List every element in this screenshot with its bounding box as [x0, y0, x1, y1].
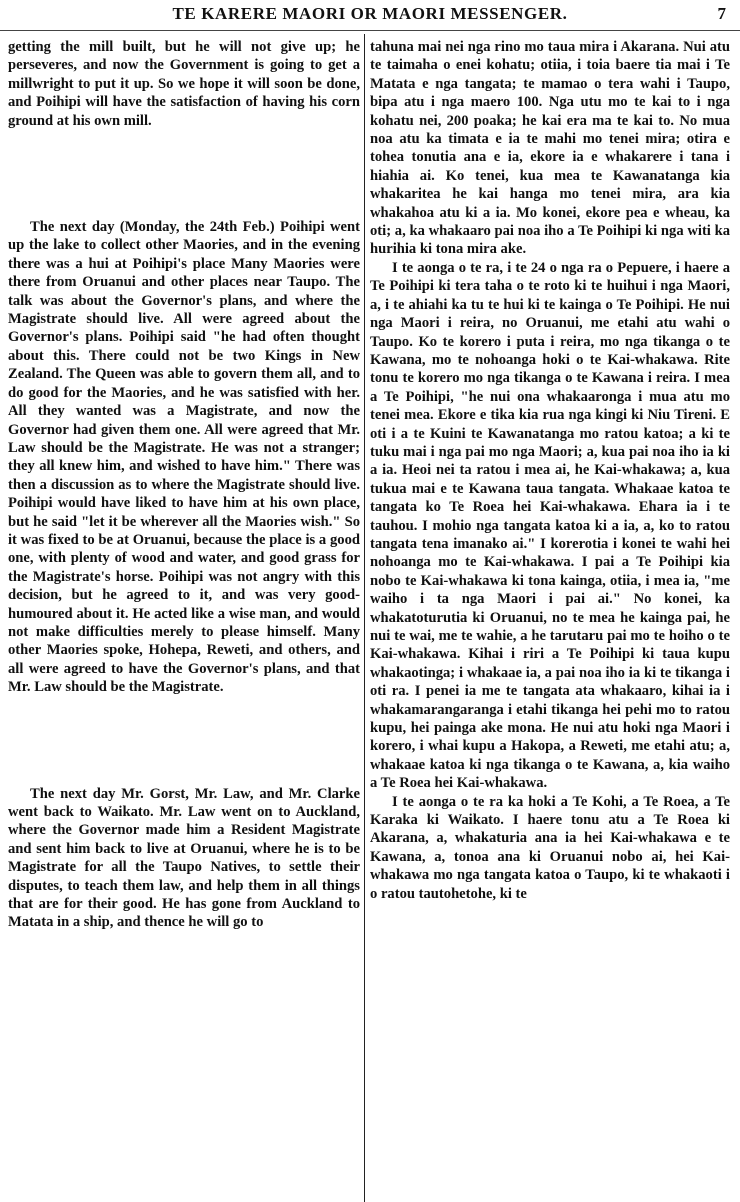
maori-column	[370, 38, 730, 1202]
maori-paragraph-mira: tahuna mai nei nga rino mo taua mira i Akarana. Nui atu te taimaha o enei kohatu; otiia, i toia baere tia mai i Te Matata e nga tangata; te mamao o tera wahi i Taupo, bipa atu i nga maero 100. Nga utu mo te kai to i nga kohatu nei, 200 poaka; he kai era ma te kai to. No mua noa atu ka timata e ia te mahi mo tenei mira; otira e tohea tonutia ana e ia, ekore ia e whakarere i tana i hiahia ai. Ko tenei, kua mea te Kawanatanga kia whakaritea he kai hanga mo tenei mira, ara kia whakahoa atu ki a ia. Mo konei, ekore pea e wheau, ka oti; a, ka whakaaro pai noa iho a Te Poihipi ki nga witi ka hurihia ki tona mira ake.	[370, 39, 730, 258]
header-rule	[0, 30, 740, 31]
english-paragraph-mill: getting the mill built, but he will not give up; he perseveres, and now the Government is going to get a millwright to put it up. So we hope it will soon be done, and Poihipi will have the satisfaction of having his corn ground at his own mill.	[8, 39, 360, 129]
page-number: 7	[717, 4, 726, 23]
column-divider	[364, 34, 365, 1202]
english-paragraph-hui: The next day (Monday, the 24th Feb.) Poihipi went up the lake to collect other Maories, and in the evening there was a hui at Poihipi's place Many Maories were there from Oruanui and other places near Taupo. The talk was about the Governor's plans, and where the Magistrate should live. All were agreed about the Governor's plans. Poihipi said "he had often thought about this. There could not be two Kings in New Zealand. The Queen was able to govern them all, and to do good for the Maories, and he was satisfied with her. All they wanted was a Magistrate, and now the Governor had given them one. All were agreed that Mr. Law should be the Magistrate. He was not a stranger; they all knew him, and wished to have him." There was then a discussion as to where the Magistrate should live. Poihipi would have liked to have him at his own place, but he said "let it be wherever all the Maories wish." So it was fixed to be at Oruanui, because the place is a good one, with plenty of wood and water, and good grass for the Magistrate's horse. Poihipi was not angry with this decision, but he agreed to it, and was very good-humoured about it. He acted like a wise man, and would not make difficulties merely to please himself. Many other Maories spoke, Hohepa, Reweti, and others, and all were agreed to have the Governor's plans, and that Mr. Law should be the Magistrate.	[8, 219, 360, 696]
english-column	[8, 38, 360, 1202]
paragraph-spacer	[8, 697, 360, 785]
page-header	[0, 2, 740, 32]
newspaper-title: TE KARERE MAORI OR MAORI MESSENGER.	[172, 4, 568, 23]
maori-paragraph-hui: I te aonga o te ra, i te 24 o nga ra o Pepuere, i haere a Te Poihipi ki tera taha o te roto ki te huihui i nga Maori, a, i te ahiahi ka tu te hui ki te kainga o Te Poihipi. He nui nga Maori i reira, no Oruanui, me etahi atu wahi o Taupo. Ko te korero i puta i reira, mo nga tikanga o te Kawana, mo te nohoanga hoki o te Kai-whakawa. Rite tonu te korero mo nga tikanga o te Kawana i reira. I mea a Te Poihipi, "he nui ona whakaaronga i mua atu mo tenei mea. Ekore e tika kia rua nga kingi ki Niu Tireni. E oti i a te Kuini te Kawanatanga mo ratou katoa; a ki te tuku mai i nga pai mo nga Maori; a, kua pai noa iho ia ki a ia. Heoi nei ta ratou i mea ai, he Kai-whakawa; a, kua tukua mai e te Kawana taua tangata. Whakaae katoa te tangata ko Te Roea hei Kai-whakawa. Ehara ia i te tauhou. I mohio nga tangata katoa ki a ia, a, ko to ratou tangata tena imanako ai." I korerotia i konei te wahi hei nohoanga mo te Kai-whakawa. I pai a Te Poihipi kia nobo te Kai-whakawa ki tona kainga, otiia, i mea ia, "me waiho i ta nga Maori i pai ai." No konei, ka whakatoturutia ki Oruanui, no te mea he kainga pai, he nui te wai, me te wahie, a he tarutaru pai mo te hoiho o te Kai-whakawa. Kihai i riri a Te Poihipi ki taua kupu whakaotinga; i whakaae ia, a pai noa iho ia ki te tikanga i oti ra. I penei ia me te tangata ata whakaaro, kihai ia i whakamarangaranga i etahi tikanga hei pehi mo to ratou kupu, hei painga ake mona. He nui atu hoki nga Maori i korero, i whai kupu a Hakopa, a Reweti, me etahi atu; a, whakaae katoa ki nga tikanga o te Kawana, a, kia waiho a Te Roea hei Kai-whakawa.	[370, 259, 730, 792]
english-paragraph-return: The next day Mr. Gorst, Mr. Law, and Mr. Clarke went back to Waikato. Mr. Law went on to Auckland, where the Governor made him a Resident Magistrate and sent him back to live at Oruanui, where he is to be Magistrate for all the Taupo Natives, to settle their disputes, to teach them law, and help them in all things that are for their good. He has gone from Auckland to Matata in a ship, and thence he will go to	[8, 785, 360, 931]
paragraph-spacer	[8, 130, 360, 218]
maori-paragraph-hoki: I te aonga o te ra ka hoki a Te Kohi, a Te Roea, a Te Karaka ki Waikato. I haere tonu atu a Te Roea ki Akarana, a, whakaturia ana ia hei Kai-whakawa e te Kawana, a, tonoa ana ki Oruanui nobo ai, hei Kai-whakawa mo nga tangata katoa o Taupo, ki te whakaoti i o ratou tautohetohe, ki te	[370, 793, 730, 902]
